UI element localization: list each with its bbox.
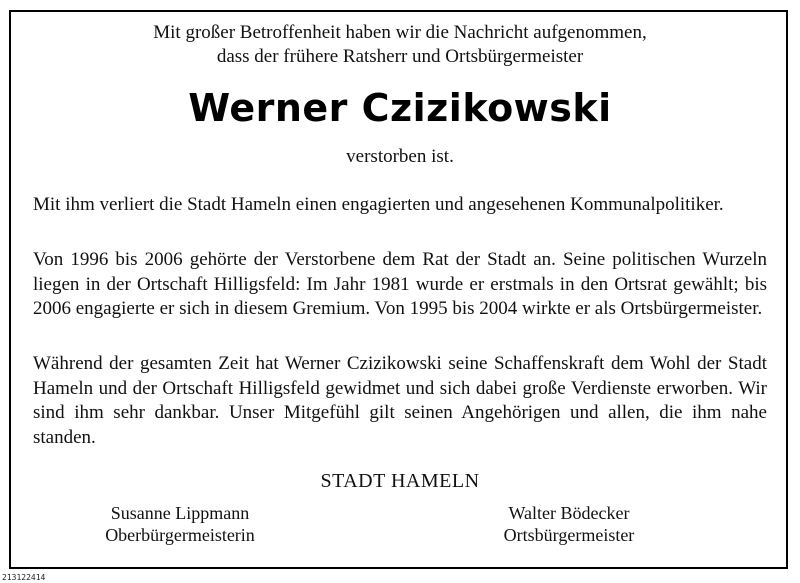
intro-line-2: dass der frühere Ratsherr und Ortsbürgermeister bbox=[216, 46, 584, 67]
paragraph-2: Von 1996 bis 2006 gehörte der Verstorbene dem Rat der Stadt an. Seine politischen Wurzeln liegen in der Ortschaft Hilligsfeld: Im Jahr 1981 wurde er erstmals in den Ortsrat gewählt; bis 2006 engagierte er sich in diesem Gremium. Von 1995 bis 2004 wirkte er als Ortsbürgermeister. bbox=[33, 249, 767, 319]
deceased-name: Werner Czizikowski bbox=[188, 86, 612, 130]
signatory-left bbox=[30, 502, 330, 546]
signatory-name: Susanne Lippmann bbox=[110, 503, 250, 523]
paragraph-1: Mit ihm verliert die Stadt Hameln einen engagierten und angesehenen Kommunalpolitiker. bbox=[33, 194, 724, 215]
signatory-right bbox=[419, 502, 719, 546]
signatory-title: Ortsbürgermeister bbox=[503, 525, 635, 545]
footer-code: 213122414 bbox=[2, 573, 46, 582]
signatory-name: Walter Bödecker bbox=[508, 503, 630, 523]
paragraph-3: Während der gesamten Zeit hat Werner Czizikowski seine Schaffenskraft dem Wohl der Stadt Hameln und der Ortschaft Hilligsfeld gewidmet und sich dabei große Verdienste erworben. Wir sind ihm sehr dankbar. Unser Mitgefühl gilt seinen Angehörigen und allen, die ihm nahe standen. bbox=[33, 353, 767, 448]
intro-line-1: Mit großer Betroffenheit haben wir die Nachricht aufgenommen, bbox=[153, 22, 647, 43]
organization-name: STADT HAMELN bbox=[320, 470, 480, 492]
signatory-title: Oberbürgermeisterin bbox=[105, 525, 255, 545]
died-text: verstorben ist. bbox=[346, 146, 454, 167]
